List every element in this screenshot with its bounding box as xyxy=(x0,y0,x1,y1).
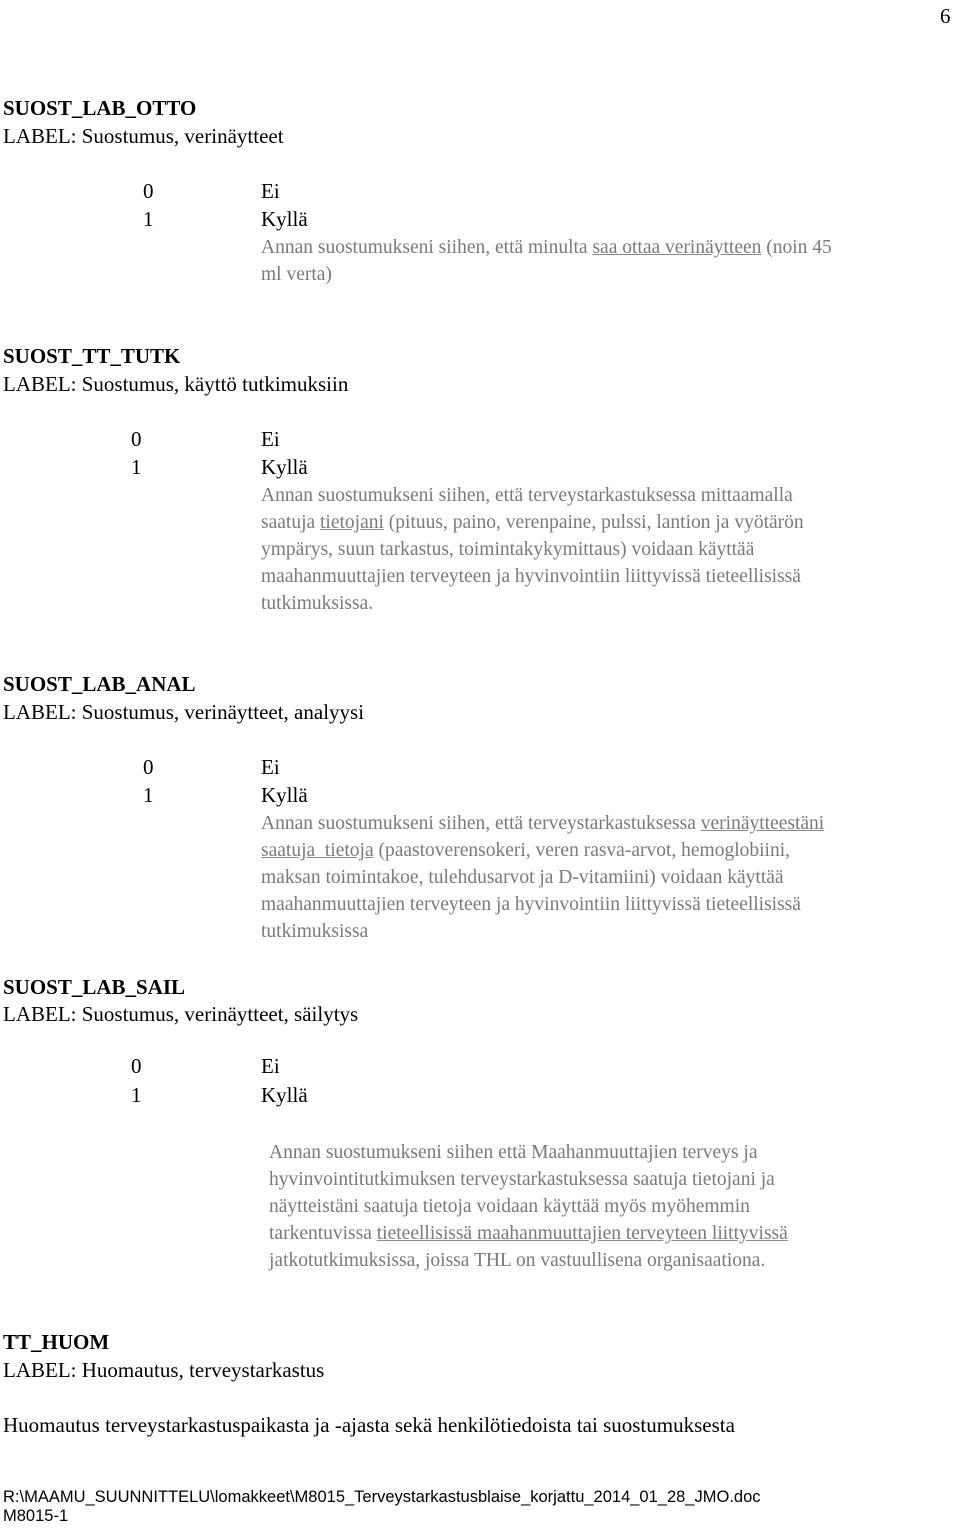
footer-file-path: R:\MAAMU_SUUNNITTELU\lomakkeet\M8015_Terveystarkastusblaise_korjattu_2014_01_28_JMO.doc xyxy=(3,1488,761,1506)
page-number: 6 xyxy=(940,4,951,28)
variable-label: LABEL: Huomautus, terveystarkastus xyxy=(3,1358,325,1382)
option-description xyxy=(261,810,824,945)
option-value: 1 xyxy=(131,455,142,479)
option-text: Ei xyxy=(261,427,280,451)
option-value: 1 xyxy=(143,207,154,231)
option-value: 0 xyxy=(143,755,154,779)
option-value: 0 xyxy=(131,1054,142,1078)
footer-doc-id: M8015-1 xyxy=(3,1507,69,1525)
description-line: tutkimuksissa. xyxy=(261,593,374,614)
option-text: Ei xyxy=(261,1054,280,1078)
description-line: saatuja tietoja (paastoverensokeri, veren rasva-arvot, hemoglobiini, xyxy=(261,840,791,861)
description-line: tutkimuksissa xyxy=(261,921,369,942)
variable-code: SUOST_TT_TUTK xyxy=(3,344,181,368)
variable-label: LABEL: Suostumus, verinäytteet, analyysi xyxy=(3,700,365,724)
description-line: Annan suostumukseni siihen että Maahanmuuttajien terveys ja xyxy=(269,1142,758,1163)
description-line: maksan toimintakoe, tulehdusarvot ja D-vitamiini) voidaan käyttää xyxy=(261,867,784,888)
description-line: Annan suostumukseni siihen, että terveystarkastuksessa mittaamalla xyxy=(261,485,793,506)
underlined-phrase: tietojani xyxy=(320,512,384,533)
description-line: hyvinvointitutkimuksen terveystarkastuksessa saatuja tietojani ja xyxy=(269,1169,775,1190)
variable-code: SUOST_LAB_SAIL xyxy=(3,975,186,999)
underlined-phrase: saatuja tietoja xyxy=(261,840,374,861)
description-line: Annan suostumukseni siihen, että terveystarkastuksessa verinäytteestäni xyxy=(261,813,825,834)
description-line: jatkotutkimuksissa, joissa THL on vastuullisena organisaationa. xyxy=(269,1250,766,1271)
option-text: Kyllä xyxy=(261,207,308,231)
option-value: 0 xyxy=(143,179,154,203)
option-text: Kyllä xyxy=(261,1083,308,1107)
variable-label: LABEL: Suostumus, verinäytteet xyxy=(3,124,284,148)
description-line: saatuja tietojani (pituus, paino, verenpaine, pulssi, lantion ja vyötärön xyxy=(261,512,804,533)
variable-description: Huomautus terveystarkastuspaikasta ja -ajasta sekä henkilötiedoista tai suostumuksesta xyxy=(3,1413,735,1437)
option-value: 1 xyxy=(131,1083,142,1107)
underlined-phrase: tieteellisissä maahanmuuttajien terveyteen liittyvissä xyxy=(376,1223,788,1244)
option-text: Ei xyxy=(261,755,280,779)
option-text: Kyllä xyxy=(261,783,308,807)
underlined-phrase: saa ottaa verinäytteen xyxy=(592,237,762,258)
description-line: Annan suostumukseni siihen, että minulta saa ottaa verinäytteen (noin 45 xyxy=(261,237,832,258)
option-description xyxy=(261,482,804,617)
description-line: maahanmuuttajien terveyteen ja hyvinvointiin liittyvissä tieteellisissä xyxy=(261,894,801,915)
description-line: ml verta) xyxy=(261,264,332,285)
description-line: ympärys, suun tarkastus, toimintakykymittaus) voidaan käyttää xyxy=(261,539,755,560)
variable-code: SUOST_LAB_ANAL xyxy=(3,672,196,696)
variable-code: TT_HUOM xyxy=(3,1330,110,1354)
option-text: Ei xyxy=(261,179,280,203)
option-value: 1 xyxy=(143,783,154,807)
description-line: näytteistäni saatuja tietoja voidaan käyttää myös myöhemmin xyxy=(269,1196,750,1217)
underlined-phrase: verinäytteestäni xyxy=(700,813,825,834)
description-line: tarkentuvissa tieteellisissä maahanmuuttajien terveyteen liittyvissä xyxy=(269,1223,788,1244)
option-value: 0 xyxy=(131,427,142,451)
option-description xyxy=(261,234,832,288)
variable-code: SUOST_LAB_OTTO xyxy=(3,96,197,120)
description-line: maahanmuuttajien terveyteen ja hyvinvointiin liittyvissä tieteellisissä xyxy=(261,566,801,587)
variable-label: LABEL: Suostumus, käyttö tutkimuksiin xyxy=(3,372,349,396)
variable-label: LABEL: Suostumus, verinäytteet, säilytys xyxy=(3,1002,359,1026)
option-text: Kyllä xyxy=(261,455,308,479)
option-description xyxy=(269,1139,788,1274)
